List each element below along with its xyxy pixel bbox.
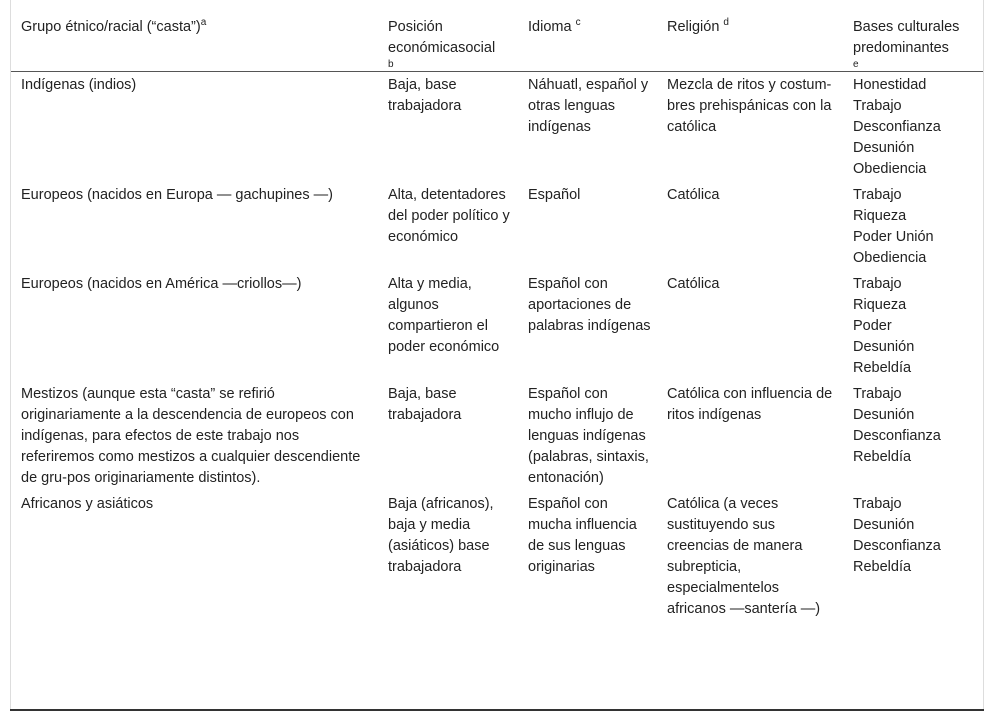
base-item: Rebeldía (853, 449, 912, 465)
table-row (11, 72, 983, 183)
cell-position: Baja, base trabajadora (388, 77, 462, 114)
base-item: Rebeldía (853, 559, 912, 575)
base-item: Riqueza (853, 297, 907, 313)
base-item: Poder Unión (853, 229, 934, 245)
cell-religion: Católica (a veces sustituyendo sus creencias de manera subrepticia, especialmentelos africanos —santería —) (667, 496, 821, 617)
header-row (11, 0, 983, 72)
cell-position: Alta, detentadores del poder político y económico (388, 187, 510, 245)
cell-position: Baja (africanos), baja y media (asiáticos) base trabajadora (388, 496, 494, 575)
base-item: Obediencia (853, 161, 927, 177)
table-frame (10, 0, 984, 710)
cell-group: Europeos (nacidos en Europa — gachupines —) (21, 187, 333, 203)
cell-bases (843, 182, 983, 271)
base-item: Trabajo (853, 276, 902, 292)
base-item: Desunión (853, 339, 915, 355)
cell-group: Mestizos (aunque esta “casta” se refirió originariamente a la descendencia de europeos con indígenas, para efectos de este trabajo nos referiremos como mestizos a cualquier descendiente de gru-pos originariamente distintos). (21, 386, 361, 486)
cell-religion: Católica (667, 276, 720, 292)
base-item: Obediencia (853, 250, 927, 266)
cell-position: Alta y media, algunos compartieron el poder económico (388, 276, 500, 355)
base-item: Honestidad (853, 77, 927, 93)
cell-religion: Mezcla de ritos y costum-bres prehispánicas con la católica (667, 77, 832, 135)
header-bases: Bases culturales predominantes e (843, 0, 983, 72)
cell-bases (843, 271, 983, 381)
table-row (11, 491, 983, 622)
base-item: Trabajo (853, 386, 902, 402)
header-language: Idioma $^c$ (518, 0, 657, 72)
base-item: Trabajo (853, 496, 902, 512)
table-row (11, 381, 983, 491)
table-row (11, 182, 983, 271)
header-position: Posición económicasocial b (378, 0, 518, 72)
base-item: Desconfianza (853, 428, 941, 444)
base-item: Desunión (853, 140, 915, 156)
cell-language: Español con aportaciones de palabras indígenas (528, 276, 651, 334)
cell-language: Español con mucha influencia de sus lenguas originarias (528, 496, 637, 575)
cell-religion: Católica (667, 187, 720, 203)
base-item: Rebeldía (853, 360, 912, 376)
cell-group: Africanos y asiáticos (21, 496, 154, 512)
base-item: Desconfianza (853, 119, 941, 135)
base-item: Riqueza (853, 208, 907, 224)
base-item: Trabajo (853, 187, 902, 203)
base-item: Desunión (853, 407, 915, 423)
cell-language: Español (528, 187, 581, 203)
casta-table (11, 0, 983, 622)
header-group: Grupo étnico/racial (“casta”)$^a$ (11, 0, 378, 72)
cell-language: Español con mucho influjo de lenguas indígenas (palabras, sintaxis, entonación) (528, 386, 649, 486)
header-religion: Religión $^d$ (657, 0, 843, 72)
cell-group: Indígenas (indios) (21, 77, 137, 93)
base-item: Trabajo (853, 98, 902, 114)
cell-bases (843, 381, 983, 491)
cell-bases (843, 491, 983, 622)
cell-bases (843, 72, 983, 183)
cell-group: Europeos (nacidos en América —criollos—) (21, 276, 302, 292)
cell-religion: Católica con influencia de ritos indígenas (667, 386, 833, 423)
cell-language: Náhuatl, español y otras lenguas indígenas (528, 77, 649, 135)
base-item: Poder (853, 318, 892, 334)
cell-position: Baja, base trabajadora (388, 386, 462, 423)
base-item: Desconfianza (853, 538, 941, 554)
base-item: Desunión (853, 517, 915, 533)
table-row (11, 271, 983, 381)
